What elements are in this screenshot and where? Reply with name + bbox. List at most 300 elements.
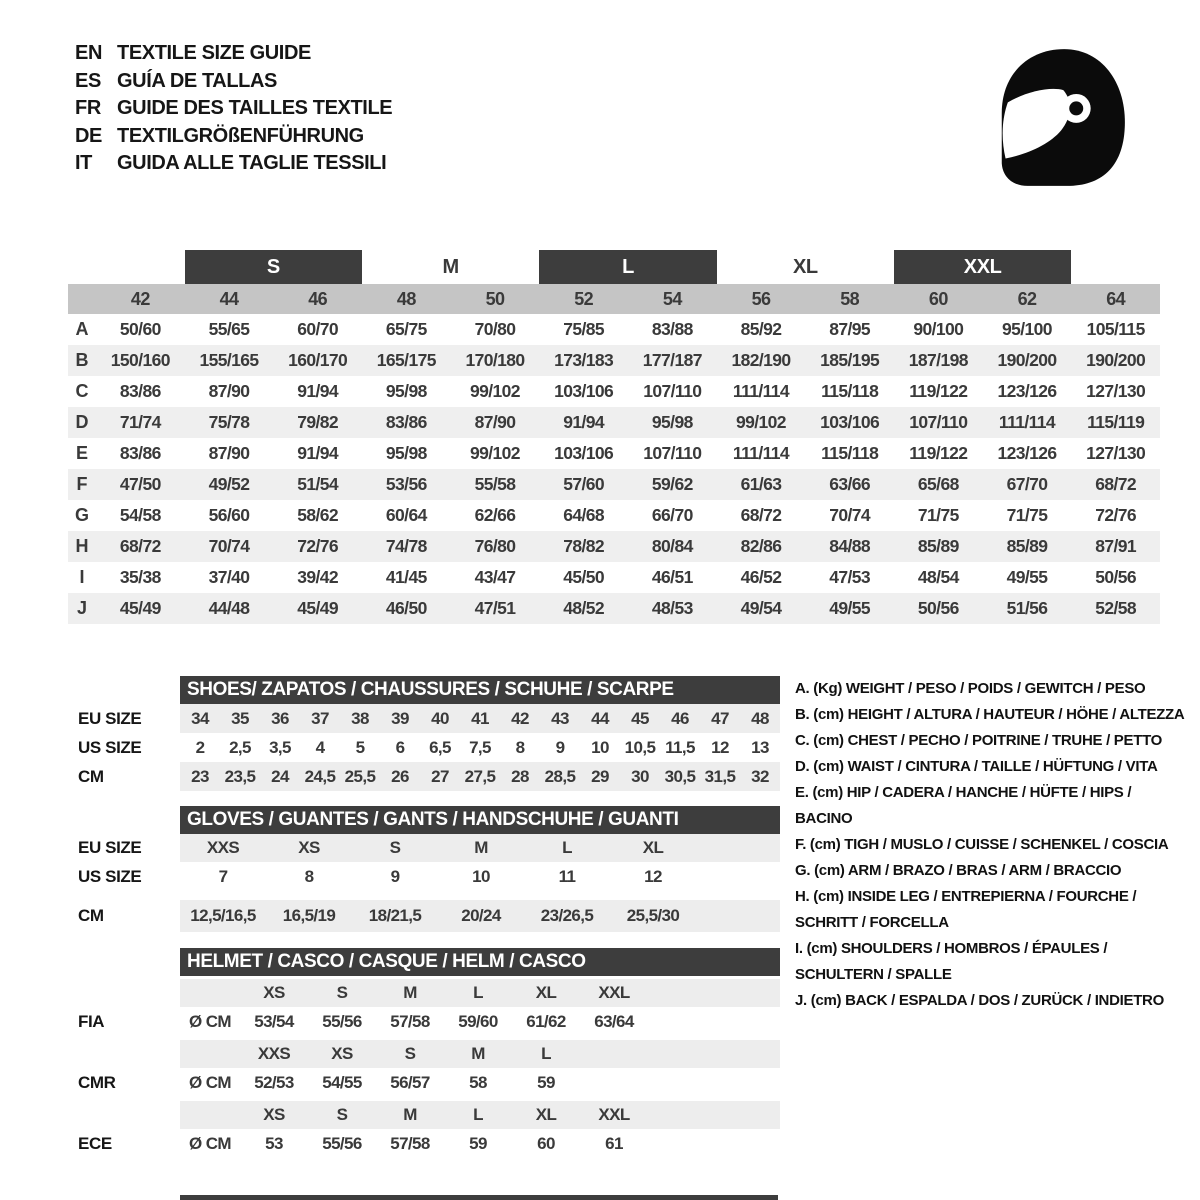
helmet-size: XXL [598,983,630,1002]
size-value: 79/82 [297,412,339,432]
size-value: 28 [511,766,529,786]
size-value: 72/76 [297,536,339,556]
size-value: 55/56 [322,1012,362,1031]
size-value: 127/130 [1086,381,1146,401]
size-group-l: L [539,250,716,284]
row-key: C [75,381,89,401]
language-row [75,68,392,96]
language-code: DE [75,124,102,147]
row-label: EU SIZE [78,838,142,857]
size-value: 119/122 [909,443,968,463]
size-value: 87/91 [1095,536,1137,556]
apparel-row-b [68,345,1160,376]
helmet-size: S [404,1044,416,1063]
helmet-band-spacer [180,979,240,1007]
language-code: IT [75,152,92,174]
language-label: TEXTILGRÖßENFÜHRUNG [117,124,364,147]
size-value: 115/118 [821,381,879,401]
helmet-size: XS [263,983,285,1002]
size-value: 23,5 [224,766,256,786]
size-value: 2,5 [229,737,251,757]
helmet-size: XXS [257,1044,291,1063]
size-value: 95/100 [1002,319,1052,339]
row-label-spacer [68,1101,180,1129]
unit-label: Ø CM [189,1134,231,1153]
row-band [180,979,780,1007]
language-label: GUIDE DES TAILLES TEXTILE [117,97,393,119]
size-value: 103/106 [554,443,614,463]
size-value: 59/60 [458,1012,498,1031]
size-value: 26 [391,766,409,786]
row-key: D [75,412,89,432]
size-value: 76/80 [474,536,516,556]
size-value: 49/54 [740,598,782,618]
size-group-s: S [185,250,362,284]
gloves-section-title: GLOVES / GUANTES / GANTS / HANDSCHUHE / GUANTI [180,806,780,834]
helmet-size: S [336,983,348,1002]
size-value: 30,5 [664,766,696,786]
size-value: 57/58 [390,1134,430,1153]
size-value: 45/49 [119,598,161,618]
size-value: 44 [591,708,609,728]
size-group-xxl: XXL [894,250,1071,284]
size-value: 37/40 [208,567,250,587]
size-value: 52/53 [254,1073,294,1092]
cutoff-section-bar [180,1195,778,1200]
row-key: B [75,350,89,370]
size-value: 60 [537,1134,555,1153]
size-value: 51/56 [1006,598,1048,618]
size-value: 41/45 [385,567,427,587]
size-value: 35 [231,708,249,728]
helmet-band-spacer [180,1101,240,1129]
size-value: 185/195 [820,350,880,370]
size-value: 71/74 [119,412,161,432]
size-value: 50/60 [119,319,161,339]
helmet-values-row [68,1068,1160,1098]
numeric-size: 42 [130,288,150,309]
size-value: 20/24 [461,906,501,925]
numeric-size: 52 [574,288,594,309]
apparel-row-a [68,314,1160,345]
legend-item: A. (Kg) WEIGHT / PESO / POIDS / GEWITCH / PESO [795,680,1146,697]
size-value: 91/94 [563,412,605,432]
size-value: 68/72 [740,505,782,525]
size-value: 83/86 [385,412,427,432]
language-row [75,123,392,151]
numeric-size: 46 [308,288,328,309]
apparel-row-f [68,469,1160,500]
row-key: J [76,598,87,618]
size-value: 190/200 [997,350,1057,370]
size-value: 18/21,5 [368,906,422,925]
size-value: 39/42 [297,567,339,587]
language-row [75,95,392,123]
row-band [180,762,780,791]
helmet-size: XS [263,1105,285,1124]
size-value: 160/170 [288,350,348,370]
row-key: I [79,567,85,587]
size-value: 47/53 [829,567,871,587]
row-key: E [75,443,88,463]
size-value: 11 [558,867,576,886]
size-value: 12 [644,867,662,886]
size-value: 61 [605,1134,623,1153]
numeric-size: 54 [662,288,682,309]
size-value: 38 [351,708,369,728]
row-band [180,733,780,762]
size-value: 11,5 [665,737,695,757]
size-value: 62/66 [474,505,516,525]
apparel-row-h [68,531,1160,562]
size-value: 58/62 [297,505,339,525]
numeric-size: 48 [396,288,416,309]
size-value: 45 [631,708,649,728]
size-value: 16,5/19 [282,906,336,925]
size-value: 7 [218,867,228,886]
size-value: 71/75 [1006,505,1048,525]
size-value: 115/118 [821,443,879,463]
size-group-m: M [442,255,459,278]
size-value: 2 [195,737,205,757]
size-value: 60/70 [297,319,339,339]
row-label: US SIZE [78,867,142,886]
size-value: 23 [191,766,209,786]
size-value: 10,5 [624,737,656,757]
size-value: 24 [271,766,289,786]
size-value: 45/49 [297,598,339,618]
size-value: 27 [431,766,449,786]
helmet-values-row [68,1129,1160,1159]
row-label: EU SIZE [78,708,142,728]
apparel-size-table [68,250,1160,624]
size-value: 53 [265,1134,283,1153]
size-value: 48/52 [563,598,605,618]
row-key: G [74,505,89,525]
size-value: XL [642,838,664,857]
size-value: 42 [511,708,529,728]
row-band [180,1068,780,1098]
size-value: 87/90 [208,443,250,463]
language-label: GUÍA DE TALLAS [117,69,277,92]
size-group-header [96,250,1160,284]
size-value: 63/66 [829,474,871,494]
size-value: 150/160 [110,350,170,370]
size-value: 28,5 [544,766,576,786]
size-value: 182/190 [731,350,791,370]
size-value: 66/70 [651,505,693,525]
row-band [180,1101,780,1129]
size-value: 95/98 [651,412,693,432]
size-value: 8 [515,737,525,757]
size-value: 90/100 [913,319,964,339]
size-value: XXS [206,838,240,857]
size-value: 51/54 [297,474,339,494]
size-value: 57/60 [563,474,605,494]
size-value: 95/98 [385,443,427,463]
unit-label: Ø CM [189,1073,231,1092]
numeric-size: 58 [840,288,860,309]
size-value: 49/55 [829,598,871,618]
size-value: 29 [591,766,609,786]
size-value: 12 [711,737,729,757]
size-value: 43/47 [474,567,516,587]
size-value: 25,5 [344,766,376,786]
size-value: 47/51 [474,598,516,618]
size-value: 46/50 [385,598,427,618]
measurement-legend [795,676,1187,1014]
helmet-size: S [336,1105,348,1124]
helmet-size: M [403,1105,417,1124]
legend-item: B. (cm) HEIGHT / ALTURA / HAUTEUR / HÖHE / ALTEZZA [795,706,1185,723]
size-value: 105/115 [1086,319,1145,339]
size-value: 103/106 [820,412,880,432]
size-value: 24,5 [304,766,336,786]
header-languages [75,40,392,178]
shoes-section-title: SHOES/ ZAPATOS / CHAUSSURES / SCHUHE / SCARPE [180,676,780,704]
size-value: 12,5/16,5 [190,906,256,925]
legend-item: I. (cm) SHOULDERS / HOMBROS / ÉPAULES / SCHULTERN / SPALLE [795,940,1108,983]
helmet-sizes-row [68,1101,1160,1129]
standard-label: FIA [78,1012,105,1031]
size-value: 111/114 [732,381,790,401]
size-value: 68/72 [119,536,161,556]
size-value: 111/114 [732,443,790,463]
helmet-size: L [541,1044,551,1063]
apparel-row-e [68,438,1160,469]
row-label: CM [78,766,104,786]
size-value: 177/187 [642,350,702,370]
size-value: 4 [315,737,325,757]
size-value: S [389,838,401,857]
size-value: 85/92 [740,319,782,339]
size-value: 41 [471,708,489,728]
size-value: 87/90 [208,381,250,401]
size-value: 85/89 [1006,536,1048,556]
size-value: 67/70 [1006,474,1048,494]
size-value: 59 [469,1134,487,1153]
size-value: 54/55 [322,1073,362,1092]
size-value: 83/86 [119,443,161,463]
size-value: 61/62 [526,1012,566,1031]
size-value: 49/55 [1006,567,1048,587]
numeric-size: 56 [751,288,771,309]
numeric-size-band [68,284,1160,314]
size-value: 123/126 [997,443,1057,463]
size-value: 48/54 [917,567,959,587]
row-key: F [76,474,88,494]
size-value: 58 [469,1073,487,1092]
helmet-size: M [403,983,417,1002]
size-value: 47/50 [119,474,161,494]
size-value: 60/64 [385,505,427,525]
size-value: 59 [537,1073,555,1092]
size-value: 103/106 [554,381,614,401]
language-label: GUIDA ALLE TAGLIE TESSILI [117,152,387,174]
size-value: 111/114 [998,412,1056,432]
size-value: 78/82 [563,536,605,556]
size-value: 5 [355,737,365,757]
size-value: 107/110 [643,381,702,401]
size-value: 32 [751,766,769,786]
helmet-sizes-row [68,1040,1160,1068]
size-value: 99/102 [736,412,786,432]
size-value: 13 [751,737,769,757]
helmet-size: M [471,1044,485,1063]
helmet-size: XS [331,1044,353,1063]
size-value: 85/89 [917,536,959,556]
size-value: 123/126 [997,381,1057,401]
size-value: 55/56 [322,1134,362,1153]
numeric-size: 50 [485,288,505,309]
standard-label: CMR [78,1073,116,1092]
apparel-rows [68,314,1160,624]
row-band [180,1007,780,1037]
size-value: 45/50 [563,567,605,587]
size-value: 65/68 [917,474,959,494]
size-value: 155/165 [199,350,259,370]
size-value: M [474,838,488,857]
size-value: 80/84 [651,536,693,556]
numeric-size: 64 [1106,288,1126,309]
language-code: FR [75,97,101,119]
size-value: 75/85 [563,319,605,339]
size-value: 44/48 [208,598,250,618]
row-label: CM [78,906,104,925]
size-value: 43 [551,708,569,728]
row-band [180,1040,780,1068]
size-value: 10 [591,737,609,757]
helmet-size: L [473,983,483,1002]
row-key: A [75,319,89,339]
size-value: 54/58 [119,505,161,525]
size-value: 84/88 [829,536,871,556]
size-value: 99/102 [470,443,520,463]
apparel-row-i [68,562,1160,593]
legend-item: F. (cm) TIGH / MUSLO / CUISSE / SCHENKEL / COSCIA [795,836,1169,853]
language-code: ES [75,69,101,92]
size-value: 37 [311,708,329,728]
size-value: 3,5 [269,737,291,757]
size-value: 25,5/30 [626,906,680,925]
size-value: 99/102 [470,381,520,401]
legend-item: J. (cm) BACK / ESPALDA / DOS / ZURÜCK / INDIETRO [795,992,1164,1009]
size-value: 10 [472,867,490,886]
size-value: 165/175 [376,350,436,370]
size-value: 56/57 [390,1073,430,1092]
size-value: 6 [395,737,405,757]
size-value: 30 [631,766,649,786]
size-value: 65/75 [385,319,427,339]
size-value: 56/60 [208,505,250,525]
size-value: 57/58 [390,1012,430,1031]
helmet-size: L [473,1105,483,1124]
size-value: 74/78 [385,536,427,556]
apparel-row-g [68,500,1160,531]
apparel-row-d [68,407,1160,438]
row-band [180,900,780,932]
size-value: 187/198 [908,350,968,370]
size-value: 91/94 [297,443,339,463]
size-value: 40 [431,708,449,728]
apparel-row-j [68,593,1160,624]
size-value: 83/88 [651,319,693,339]
size-value: 72/76 [1095,505,1137,525]
numeric-band-spacer [68,284,96,314]
size-value: 55/58 [474,474,516,494]
size-value: 127/130 [1086,443,1146,463]
legend-item: H. (cm) INSIDE LEG / ENTREPIERNA / FOURCHE / SCHRITT / FORCELLA [795,888,1137,931]
row-label-spacer [68,979,180,1007]
language-code: EN [75,42,102,64]
size-value: 46/52 [740,567,782,587]
helmet-section-title: HELMET / CASCO / CASQUE / HELM / CASCO [180,948,780,976]
apparel-row-c [68,376,1160,407]
language-row [75,40,392,68]
racing-helmet-icon-svg [982,36,1134,196]
size-value: 27,5 [464,766,496,786]
numeric-size: 60 [928,288,948,309]
numeric-size: 62 [1017,288,1037,309]
legend-item: C. (cm) CHEST / PECHO / POITRINE / TRUHE / PETTO [795,732,1163,749]
helmet-size: XL [535,983,557,1002]
language-row [75,150,392,178]
size-value: 50/56 [1095,567,1137,587]
row-label: US SIZE [78,737,142,757]
size-value: 8 [304,867,314,886]
standard-label: ECE [78,1134,112,1153]
size-value: 59/62 [651,474,693,494]
size-value: 95/98 [385,381,427,401]
size-value: 107/110 [909,412,968,432]
size-value: 6,5 [429,737,451,757]
row-band [180,1129,780,1159]
helmet-size: XXL [598,1105,630,1124]
size-value: 82/86 [740,536,782,556]
size-value: 50/56 [917,598,959,618]
size-value: 23/26,5 [540,906,594,925]
legend-item: E. (cm) HIP / CADERA / HANCHE / HÜFTE / HIPS / BACINO [795,784,1132,827]
size-value: L [562,838,572,857]
size-value: 87/95 [829,319,871,339]
size-value [580,1068,648,1098]
size-value: 115/119 [1087,412,1145,432]
size-value: 119/122 [909,381,968,401]
size-value: 63/64 [594,1012,634,1031]
size-value: 55/65 [208,319,250,339]
helmet-band-spacer [180,1040,240,1068]
size-value: 39 [391,708,409,728]
size-group-xl: XL [792,255,818,278]
size-value: 61/63 [740,474,782,494]
size-value: 70/80 [474,319,516,339]
size-value: 35/38 [119,567,161,587]
size-value: 70/74 [208,536,250,556]
row-key: H [75,536,89,556]
row-label-spacer [68,1040,180,1068]
size-value: 75/78 [208,412,250,432]
size-value: 47 [711,708,729,728]
size-value: 53/56 [385,474,427,494]
size-value: 34 [191,708,209,728]
size-value: 83/86 [119,381,161,401]
row-band [180,862,780,892]
size-value: 46 [671,708,689,728]
size-value: 190/200 [1086,350,1146,370]
size-value: 9 [390,867,400,886]
size-value: 91/94 [297,381,339,401]
size-value: 53/54 [254,1012,294,1031]
